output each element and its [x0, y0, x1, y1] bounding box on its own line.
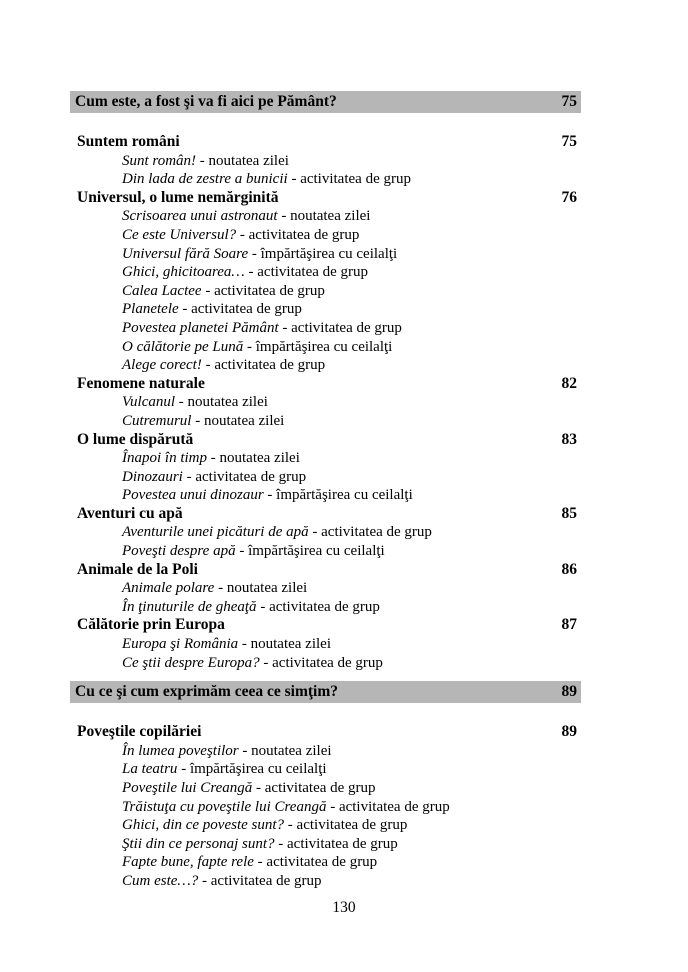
chapter-page-number: 86 [561, 560, 577, 578]
entry-activity-type: noutatea zilei [226, 580, 308, 597]
entry-activity-type: activitatea de grup [195, 468, 307, 485]
toc-chapter [70, 189, 581, 375]
section-title: Cu ce şi cum exprimăm ceea ce simţim? [75, 683, 338, 701]
entry-title: Alege corect! [122, 357, 202, 374]
footer-page-number: 130 [332, 899, 356, 916]
chapter-entries [70, 152, 581, 189]
entry-activity-type: activitatea de grup [321, 524, 432, 541]
entry-title: Povestea planetei Pământ [122, 319, 279, 336]
entry-title: Cum este…? [122, 872, 199, 889]
toc-entry [70, 245, 581, 264]
chapter-entries [70, 207, 581, 374]
entry-separator: - [182, 468, 196, 485]
chapter-page-number: 76 [561, 188, 577, 206]
entry-title: Europa şi România [122, 636, 239, 653]
chapter-page-number: 85 [561, 504, 577, 522]
entry-title: Animale polare [122, 580, 215, 597]
chapter-title: Fenomene naturale [77, 374, 205, 392]
chapter-title: Animale de la Poli [77, 560, 198, 578]
entry-separator: - [236, 226, 249, 243]
toc-chapter [70, 505, 581, 561]
table-of-contents [70, 91, 581, 891]
section-title: Cum este, a fost şi va fi aici pe Pământ? [75, 93, 337, 110]
toc-chapter [70, 133, 581, 189]
toc-entry [70, 486, 581, 505]
entry-title: Povestea unui dinozaur [122, 487, 264, 504]
entry-activity-type: activitatea de grup [272, 654, 383, 671]
entry-title: Poveştile lui Creangă [122, 780, 253, 796]
chapter-page-number: 75 [561, 133, 577, 150]
toc-entry [70, 598, 581, 617]
entry-separator: - [191, 412, 204, 429]
chapter-entries [70, 393, 581, 430]
entry-activity-type: activitatea de grup [287, 835, 398, 852]
entry-separator: - [196, 152, 209, 169]
entry-activity-type: activitatea de grup [269, 598, 380, 615]
entry-title: Scrisoarea unui astronaut [122, 208, 278, 225]
entry-activity-type: împărtăşirea cu ceilalţi [255, 338, 393, 355]
entry-separator: - [238, 742, 252, 759]
toc-entry [70, 319, 581, 338]
entry-activity-type: activitatea de grup [264, 780, 376, 796]
entry-title: Din lada de zestre a bunicii [122, 171, 288, 188]
toc-entry [70, 207, 581, 226]
page-footer [0, 899, 688, 917]
chapter-row [70, 505, 581, 524]
entry-separator: - [198, 872, 211, 889]
entry-separator: - [207, 450, 220, 467]
entry-activity-type: activitatea de grup [248, 226, 360, 243]
toc-entry [70, 170, 581, 189]
entry-activity-type: activitatea de grup [214, 282, 325, 299]
entry-activity-type: activitatea de grup [191, 301, 302, 318]
entry-title: Ştii din ce personaj sunt? [122, 835, 275, 852]
entry-title: Ce este Universul? [122, 226, 237, 243]
chapter-row [70, 133, 581, 152]
chapter-entries [70, 523, 581, 560]
entry-separator: - [253, 854, 267, 871]
entry-activity-type: activitatea de grup [214, 357, 326, 374]
chapter-entries [70, 449, 581, 505]
chapter-title: O lume dispărută [77, 430, 194, 448]
entry-separator: - [244, 264, 258, 281]
entry-title: Fapte bune, fapte rele [122, 854, 254, 871]
entry-separator: - [277, 208, 291, 225]
toc-entry [70, 542, 581, 561]
entry-activity-type: activitatea de grup [338, 798, 450, 815]
entry-separator: - [259, 654, 273, 671]
entry-activity-type: noutatea zilei [251, 742, 332, 759]
entry-separator: - [308, 524, 322, 541]
entry-separator: - [284, 817, 297, 834]
entry-separator: - [177, 761, 190, 778]
entry-title: Universul fără Soare [122, 245, 249, 262]
chapter-row [70, 616, 581, 635]
entry-separator: - [326, 798, 339, 815]
entry-separator: - [256, 598, 270, 615]
entry-separator: - [274, 835, 287, 852]
chapter-page-number: 87 [561, 616, 577, 634]
entry-separator: - [252, 780, 265, 796]
toc-chapter [70, 561, 581, 617]
entry-title: Vulcanul [122, 394, 176, 411]
entry-activity-type: împărtăşirea cu ceilalţi [248, 543, 385, 560]
entry-separator: - [175, 394, 188, 411]
entry-separator: - [243, 338, 256, 355]
chapter-row [70, 189, 581, 208]
toc-entry [70, 152, 581, 171]
chapter-row [70, 431, 581, 450]
entry-activity-type: activitatea de grup [266, 854, 378, 871]
entry-separator: - [263, 487, 277, 504]
toc-entry [70, 393, 581, 412]
entry-separator: - [235, 543, 249, 560]
chapter-title: Poveştile copilăriei [77, 723, 202, 741]
entry-activity-type: noutatea zilei [208, 152, 289, 169]
chapter-page-number: 82 [561, 374, 577, 392]
chapter-entries [70, 579, 581, 616]
toc-entry [70, 263, 581, 282]
entry-activity-type: împărtăşirea cu ceilalţi [260, 245, 398, 262]
toc-chapter [70, 431, 581, 505]
toc-entry [70, 635, 581, 654]
toc-entry [70, 798, 581, 817]
entry-activity-type: activitatea de grup [291, 319, 402, 336]
section-page-number: 75 [561, 93, 577, 110]
entry-activity-type: activitatea de grup [210, 872, 322, 889]
entry-title: Ce ştii despre Europa? [122, 654, 260, 671]
entry-separator: - [214, 580, 227, 597]
entry-separator: - [178, 301, 192, 318]
toc-entry [70, 853, 581, 872]
toc-entry [70, 654, 581, 673]
entry-title: Calea Lactee [122, 282, 202, 299]
entry-title: Dinozauri [122, 468, 183, 485]
chapter-title: Universul, o lume nemărginită [77, 188, 279, 206]
chapter-entries [70, 635, 581, 672]
toc-chapter [70, 616, 581, 672]
entry-title: Aventurile unei picături de apă [122, 524, 309, 541]
section-header [70, 681, 581, 703]
entry-title: Trăistuţa cu poveştile lui Creangă [122, 798, 327, 815]
toc-chapter [70, 375, 581, 431]
entry-separator: - [201, 357, 215, 374]
entry-title: Cutremurul [122, 412, 192, 429]
toc-chapter [70, 723, 581, 890]
entry-title: Ghici, ghicitoarea… [122, 264, 245, 281]
toc-entry [70, 760, 581, 779]
entry-activity-type: activitatea de grup [257, 264, 369, 281]
toc-entry [70, 835, 581, 854]
toc-entry [70, 523, 581, 542]
entry-activity-type: împărtăşirea cu ceilalţi [276, 487, 413, 504]
toc-entry [70, 816, 581, 835]
entry-title: Planetele [122, 301, 179, 318]
toc-entry [70, 356, 581, 375]
entry-title: Sunt român! [122, 152, 197, 169]
toc-entry [70, 449, 581, 468]
entry-title: La teatru [122, 761, 178, 778]
toc-entry [70, 872, 581, 891]
toc-entry [70, 282, 581, 301]
entry-title: Înapoi în timp [122, 450, 207, 467]
toc-entry [70, 579, 581, 598]
entry-title: În lumea poveştilor [122, 742, 239, 759]
entry-activity-type: noutatea zilei [219, 450, 300, 467]
toc-entry [70, 300, 581, 319]
toc-entry [70, 779, 581, 798]
toc-entry [70, 742, 581, 761]
entry-activity-type: activitatea de grup [300, 171, 411, 188]
chapter-page-number: 83 [561, 430, 577, 448]
chapter-title: Aventuri cu apă [77, 504, 183, 522]
entry-separator: - [248, 245, 261, 262]
chapter-entries [70, 742, 581, 891]
entry-activity-type: noutatea zilei [203, 412, 285, 429]
chapter-title: Suntem români [77, 133, 180, 150]
chapter-page-number: 89 [561, 723, 577, 741]
section-page-number: 89 [561, 683, 577, 701]
entry-activity-type: noutatea zilei [290, 208, 371, 225]
entry-activity-type: noutatea zilei [250, 636, 332, 653]
entry-separator: - [201, 282, 215, 299]
entry-title: Poveşti despre apă [122, 543, 236, 560]
chapter-title: Călătorie prin Europa [77, 616, 225, 634]
section-header [70, 91, 581, 113]
entry-activity-type: noutatea zilei [187, 394, 268, 411]
entry-separator: - [278, 319, 292, 336]
chapter-row [70, 723, 581, 742]
entry-separator: - [287, 171, 301, 188]
toc-entry [70, 338, 581, 357]
entry-title: Ghici, din ce poveste sunt? [122, 817, 285, 834]
toc-entry [70, 468, 581, 487]
entry-activity-type: împărtăşirea cu ceilalţi [189, 761, 327, 778]
chapter-row [70, 375, 581, 394]
toc-entry [70, 412, 581, 431]
entry-title: În ţinuturile de gheaţă [122, 598, 257, 615]
entry-title: O călătorie pe Lună [122, 338, 244, 355]
entry-activity-type: activitatea de grup [296, 817, 408, 834]
chapter-row [70, 561, 581, 580]
entry-separator: - [238, 636, 251, 653]
toc-entry [70, 226, 581, 245]
